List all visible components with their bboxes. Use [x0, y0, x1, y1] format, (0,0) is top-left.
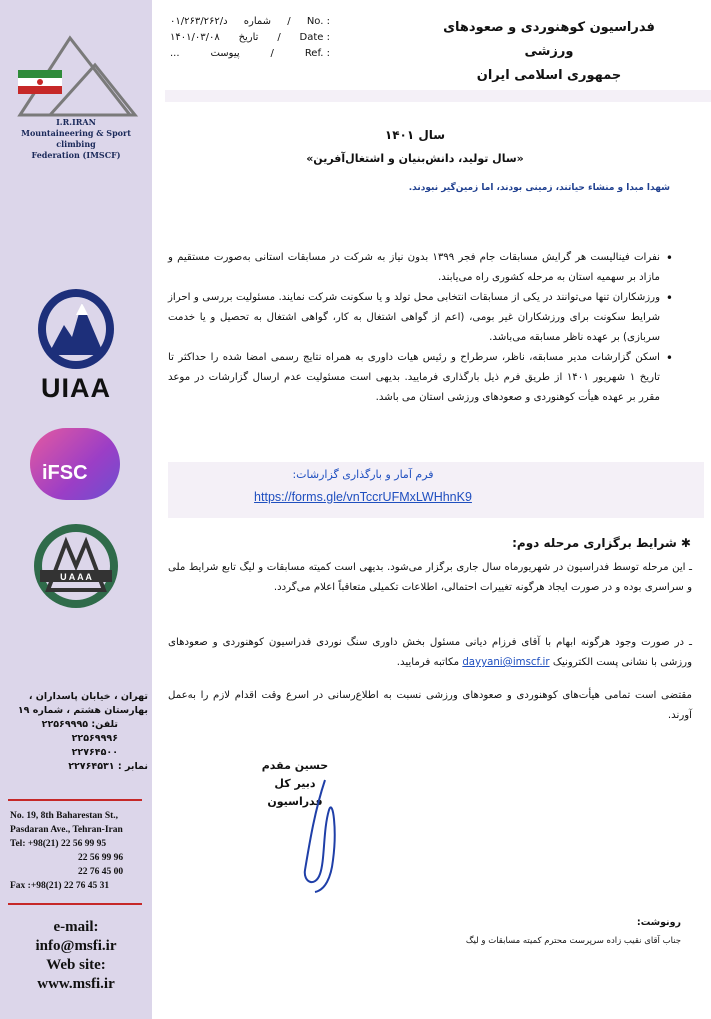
- cc-label: رونوشت:: [636, 917, 681, 928]
- year-title: سال ۱۴۰۱: [384, 128, 446, 142]
- uiaa-logo-icon: [34, 285, 118, 373]
- section-title: ✱ شرایط برگزاری مرحله دوم:: [512, 536, 691, 550]
- contact-block: e-mail: info@msfi.ir Web site: www.msfi.ir: [35, 919, 117, 992]
- address-fa: تهران ، خیابان پاسداران ، بهارستان هشتم ، شماره ۱۹ تلفن: ۲۲۵۶۹۹۹۵ ۲۲۵۶۹۹۹۶ ۲۲۷۶۴۵۰۰ نمابر : ۲۲۷۶۴۵۳۱: [17, 691, 148, 772]
- address-en: No. 19, 8th Baharestan St., Pasdaran Ave., Tehran-Iran Tel: +98(21) 22 56 99 95 22 56 99 96 22 76 45 00 Fax :+98(21) 22 76 45 31: [10, 811, 124, 891]
- email-link[interactable]: dayyani@imscf.ir: [462, 657, 550, 668]
- list-item: • نفرات فینالیست هر گرایش مسابقات جام فجر ۱۳۹۹ بدون نیاز به شرکت در مسابقات استانی به‌صورت مستقیم و مازاد بر سهمیه استان به مرحله کشوری راه می‌یابند.: [168, 248, 660, 288]
- martyr-quote: شهدا مبدا و منشاء حیاتند، زمینی بودند، اما زمین‌گیر نبودند.: [408, 183, 670, 193]
- letter-meta: ۰۱/۲۶۳/د/۲۶۲ شماره / No. : ۱۴۰۱/۰۳/۰۸ تاریخ / Date : ... پیوست / Ref. :: [170, 14, 330, 62]
- uaaa-label: U A A A: [60, 572, 92, 582]
- bullet-list: [168, 248, 674, 408]
- letter-attachment: ...: [170, 48, 180, 59]
- federation-name-en: I.R.IRAN Mountaineering & Sport climbing Federation (IMSCF): [21, 117, 131, 160]
- letter-date: ۱۴۰۱/۰۳/۰۸: [170, 32, 220, 43]
- header-band: [165, 90, 711, 102]
- form-label: فرم آمار و بارگذاری گزارشات:: [292, 468, 434, 481]
- section-paragraph: ـ این مرحله توسط فدراسیون در شهریورماه سال جاری برگزار می‌شود. بدیهی است کمیته مسابقات و لیگ تابع شرایط ملی و سراسری بوده و در صورت ایجاد هرگونه تغییرات احتمالی، اطلاعات تکمیلی متعاقباً اعلام می‌گردد.: [168, 562, 692, 593]
- ifsc-label: iFSC: [42, 462, 88, 484]
- divider: [8, 799, 142, 801]
- signature-icon: [285, 770, 355, 900]
- section-paragraph: ـ در صورت وجود هرگونه ابهام با آقای فرزام دیانی مسئول بخش داوری سنگ نوردی فدراسیون کوهنوردی و صعودهای ورزشی با نشانی پست الکترونیک dayyani@imscf.ir مکاتبه فرمایید.: [168, 637, 692, 668]
- cc-text: جناب آقای نقیب زاده سرپرست محترم کمیته مسابقات و لیگ: [465, 936, 681, 946]
- list-item: • ورزشکاران تنها می‌توانند در یکی از مسابقات انتخابی محل تولد و یا سکونت شرکت نمایند. مسئولیت بررسی و احراز شرایط سکونت برای ورزشکاران غیر بومی، (اعم از گواهی اشتغال به کار، گواهی اشتغال به تحصیل و یا خدمت سربازی) بر عهده ناظر مسابقه می‌باشد.: [168, 288, 660, 348]
- uaaa-logo-icon: [30, 520, 122, 612]
- form-link[interactable]: https://forms.gle/vnTccrUFMxLWHhnK9: [254, 490, 472, 504]
- list-item: • اسکن گزارشات مدیر مسابقه، ناظر، سرطراح و رئیس هیات داوری به همراه نتایج رسمی امضا شده را حداکثر تا تاریخ ۱ شهریور ۱۴۰۱ از طریق فرم ذیل بارگذاری فرمایید. بدیهی است مسئولیت عدم ارسال گزارشات در موعد مقرر بر عهده هیأت کوهنوردی و صعودهای ورزشی استان می باشد.: [168, 348, 660, 408]
- org-header: فدراسیون کوهنوردی و صعودهای ورزشی جمهوری اسلامی ایران: [443, 20, 655, 83]
- divider: [8, 903, 142, 905]
- federation-logo-icon: [10, 30, 140, 118]
- signatory: حسین مقدم دبیر کل فدراسیون: [261, 759, 329, 808]
- section-paragraph: مقتضی است تمامی هیأت‌های کوهنوردی و صعودهای ورزشی نسبت به اطلاع‌رسانی در اسرع وقت اقدام لازم را به‌عمل آورند.: [168, 690, 692, 721]
- uiaa-label: UIAA: [41, 373, 111, 403]
- letterhead-sidebar: [0, 0, 152, 1019]
- letter-number: ۰۱/۲۶۳/د/۲۶۲: [170, 16, 228, 27]
- year-slogan: «سال تولید، دانش‌بنیان و اشتغال‌آفرین»: [306, 152, 524, 165]
